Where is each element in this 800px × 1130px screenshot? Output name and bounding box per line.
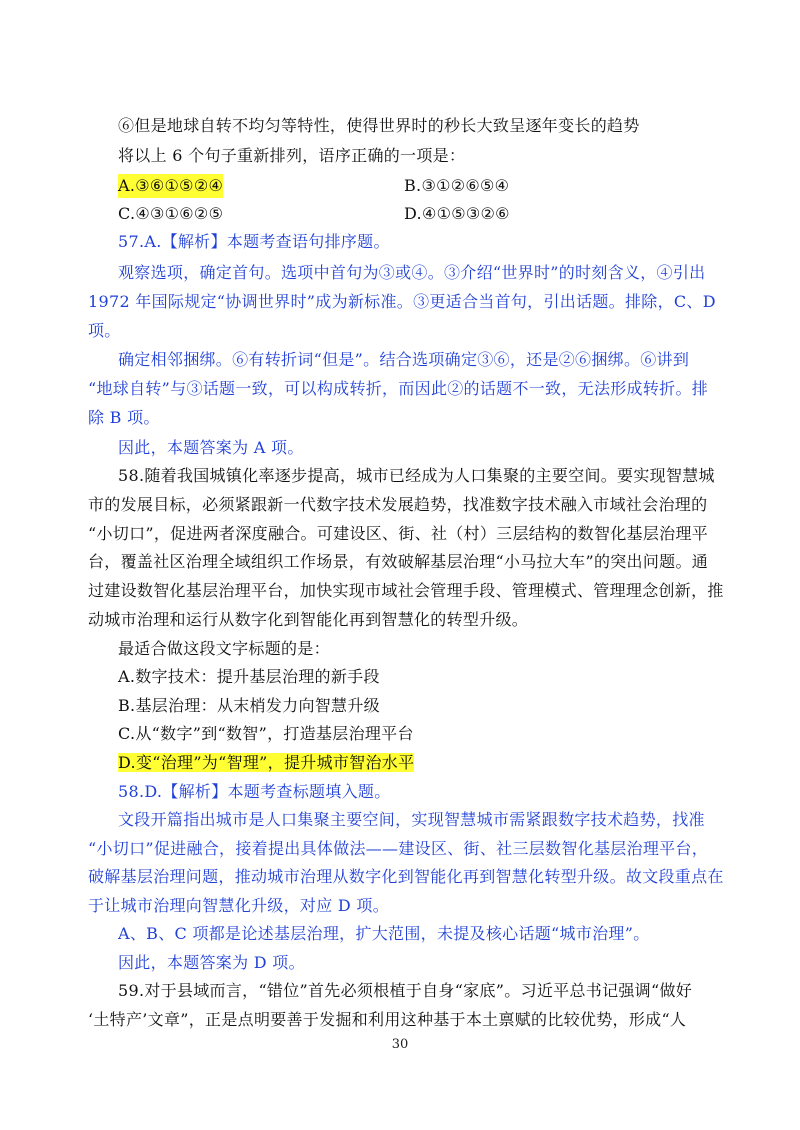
q57-option-d: D.④①⑤③②⑥ bbox=[404, 204, 510, 223]
q58-option-a: A.数字技术：提升基层治理的新手段 bbox=[118, 667, 380, 686]
q57-analysis-line: 项。 bbox=[88, 321, 121, 340]
q57-answer-title: 57.A.【解析】本题考查语句排序题。 bbox=[118, 232, 390, 251]
q57-prompt: 将以上 6 个句子重新排列，语序正确的一项是： bbox=[118, 146, 466, 165]
q58-analysis-line: 于让城市治理向智慧化升级，对应 D 项。 bbox=[88, 896, 390, 915]
q57-analysis-line: 1972 年国际规定“协调世界时”成为新标准。③更适合当首句，引出话题。排除，C、D bbox=[88, 292, 716, 311]
q57-sentence-6: ⑥但是地球自转不均匀等特性，使得世界时的秒长大致呈逐年变长的趋势 bbox=[118, 116, 640, 135]
q57-analysis-line: “地球自转”与③话题一致，可以构成转折，而因此②的话题不一致，无法形成转折。排 bbox=[88, 379, 709, 398]
q58-option-c: C.从“数字”到“数智”，打造基层治理平台 bbox=[118, 724, 414, 743]
q57-analysis-line: 除 B 项。 bbox=[88, 408, 160, 427]
q58-option-d-row bbox=[118, 751, 414, 775]
q58-passage-line: “小切口”，促进两者深度融合。可建设区、街、社（村）三层结构的数智化基层治理平 bbox=[88, 524, 709, 543]
q57-analysis-line: 观察选项，确定首句。选项中首句为③或④。③介绍“世界时”的时刻含义，④引出 bbox=[118, 263, 706, 282]
q57-conclusion: 因此，本题答案为 A 项。 bbox=[118, 438, 304, 457]
q58-analysis-line: 文段开篇指出城市是人口集聚主要空间，实现智慧城市需紧跟数字技术趋势，找准 bbox=[118, 810, 705, 829]
q58-passage-line: 市的发展目标，必须紧跟新一代数字技术发展趋势，找准数字技术融入市域社会治理的 bbox=[88, 495, 708, 514]
q59-passage-line: 59.对于县域而言，“错位”首先必须根植于自身“家底”。习近平总书记强调“做好 bbox=[118, 981, 693, 1000]
q58-passage-line: 58.随着我国城镇化率逐步提高，城市已经成为人口集聚的主要空间。要实现智慧城 bbox=[118, 466, 715, 485]
q57-option-c: C.④③①⑥②⑤ bbox=[118, 204, 224, 223]
q58-passage-line: 台，覆盖社区治理全域组织工作场景，有效破解基层治理“小马拉大车”的突出问题。通 bbox=[88, 552, 709, 571]
q57-option-a: A.③⑥①⑤②④ bbox=[118, 174, 223, 198]
q59-passage-line: ‘土特产’文章”，正是点明要善于发掘和利用这种基于本土禀赋的比较优势，形成“人 bbox=[88, 1010, 687, 1029]
q58-option-b: B.基层治理：从末梢发力向智慧升级 bbox=[118, 696, 380, 715]
q57-option-b: B.③①②⑥⑤④ bbox=[404, 176, 510, 195]
q58-passage-line: 过建设数智化基层治理平台，加快实现市域社会管理手段、管理模式、管理理念创新，推 bbox=[88, 581, 724, 600]
page-number: 30 bbox=[391, 1037, 409, 1052]
q57-analysis-line: 确定相邻捆绑。⑥有转折词“但是”。结合选项确定③⑥，还是②⑥捆绑。⑥讲到 bbox=[118, 350, 690, 369]
q58-answer-title: 58.D.【解析】本题考查标题填入题。 bbox=[118, 782, 391, 801]
q58-analysis-line: A、B、C 项都是论述基层治理，扩大范围，未提及核心话题“城市治理”。 bbox=[118, 924, 650, 943]
q58-analysis-line: 破解基层治理问题，推动城市治理从数字化到智能化再到智慧化转型升级。故文段重点在 bbox=[88, 867, 724, 886]
q58-prompt: 最适合做这段文字标题的是： bbox=[118, 639, 330, 658]
q58-analysis-line: “小切口”促进融合，接着提出具体做法——建设区、街、社三层数智化基层治理平台， bbox=[88, 839, 709, 858]
q58-option-d: D.变“治理”为“智理”，提升城市智治水平 bbox=[118, 753, 415, 772]
q58-passage-line: 动城市治理和运行从数字化到智能化再到智慧化的转型升级。 bbox=[88, 610, 529, 629]
q58-conclusion: 因此，本题答案为 D 项。 bbox=[118, 953, 305, 972]
